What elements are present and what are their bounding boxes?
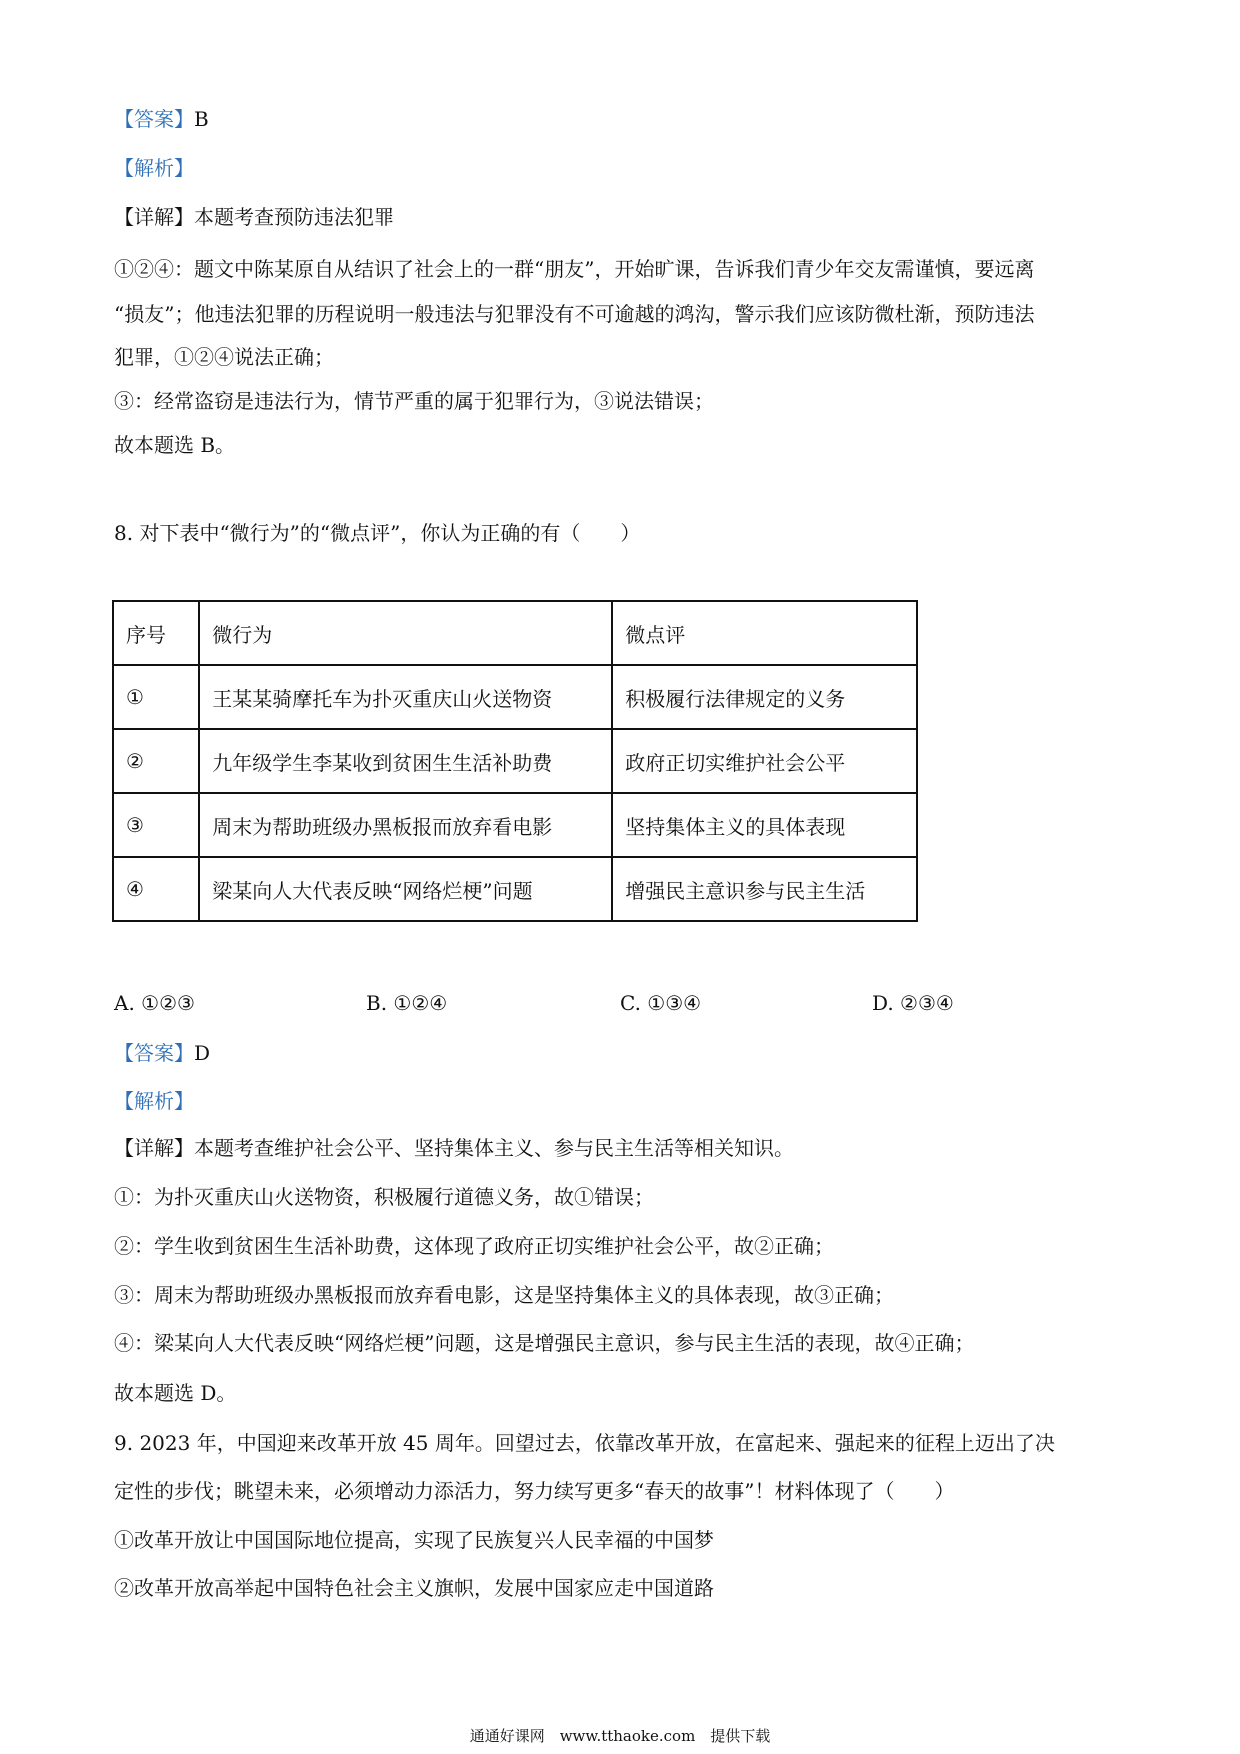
q8-answer-line <box>114 1040 210 1066</box>
table-cell: ④ <box>113 857 199 921</box>
q8-explanation-line: ②：学生收到贫困生生活补助费，这体现了政府正切实维护社会公平，故②正确； <box>114 1234 834 1258</box>
detail-intro: 本题考查预防违法犯罪 <box>194 205 394 229</box>
answer-tag: 【答案】 <box>114 1041 194 1065</box>
detail-tag: 【详解】 <box>114 1136 194 1160</box>
table-cell: 梁某向人大代表反映“网络烂梗”问题 <box>199 857 612 921</box>
option-b: B. ①②④ <box>366 991 448 1015</box>
q7-explanation-line: “损友”；他违法犯罪的历程说明一般违法与犯罪没有不可逾越的鸿沟，警示我们应该防微杜渐，预防违法 <box>114 302 1035 326</box>
q8-explanation-line: ①：为扑灭重庆山火送物资，积极履行道德义务，故①错误； <box>114 1185 654 1209</box>
q8-conclusion-line: 故本题选 D。 <box>114 1381 237 1405</box>
q7-detail-line <box>114 204 394 230</box>
option-c: C. ①③④ <box>620 991 702 1015</box>
option-a: A. ①②③ <box>114 991 195 1015</box>
answer-value: D <box>194 1041 211 1065</box>
q8-explanation-line: ④：梁某向人大代表反映“网络烂梗”问题，这是增强民主意识，参与民主生活的表现，故④正确； <box>114 1331 975 1355</box>
answer-tag: 【答案】 <box>114 107 194 131</box>
q9-stem-line: 定性的步伐；眺望未来，必须增动力添活力，努力续写更多“春天的故事”！材料体现了（ ） <box>114 1479 955 1503</box>
table-cell: 周末为帮助班级办黑板报而放弃看电影 <box>199 793 612 857</box>
q7-explanation-line: 犯罪，①②④说法正确； <box>114 345 334 369</box>
q9-statement: ①改革开放让中国国际地位提高，实现了民族复兴人民幸福的中国梦 <box>114 1528 714 1552</box>
table-cell: 王某某骑摩托车为扑灭重庆山火送物资 <box>199 665 612 729</box>
table-row <box>113 729 917 793</box>
table-header-row <box>113 601 917 665</box>
q8-explanation-line: ③：周末为帮助班级办黑板报而放弃看电影，这是坚持集体主义的具体表现，故③正确； <box>114 1283 894 1307</box>
table-row <box>113 665 917 729</box>
table-cell: 积极履行法律规定的义务 <box>612 665 917 729</box>
table-cell: 增强民主意识参与民主生活 <box>612 857 917 921</box>
detail-intro: 本题考查维护社会公平、坚持集体主义、参与民主生活等相关知识。 <box>194 1136 794 1160</box>
q7-answer-line <box>114 106 209 132</box>
table-cell: ③ <box>113 793 199 857</box>
table-cell: ② <box>113 729 199 793</box>
q8-stem: 8. 对下表中“微行为”的“微点评”，你认为正确的有（ ） <box>114 521 641 545</box>
detail-tag: 【详解】 <box>114 205 194 229</box>
q7-explanation-line: ③：经常盗窃是违法行为，情节严重的属于犯罪行为，③说法错误； <box>114 389 714 413</box>
q8-detail-line <box>114 1135 794 1161</box>
option-d: D. ②③④ <box>872 991 954 1015</box>
table-header-cell: 微点评 <box>612 601 917 665</box>
table-header-cell: 序号 <box>113 601 199 665</box>
page-footer: 通通好课网 www.tthaoke.com 提供下载 <box>469 1727 771 1745</box>
q8-table <box>112 600 918 922</box>
answer-value: B <box>194 107 209 131</box>
q7-explanation-line: ①②④：题文中陈某原自从结识了社会上的一群“朋友”，开始旷课，告诉我们青少年交友需谨慎，要远离 <box>114 257 1035 281</box>
table-row <box>113 857 917 921</box>
table-cell: 坚持集体主义的具体表现 <box>612 793 917 857</box>
table-cell: 九年级学生李某收到贫困生生活补助费 <box>199 729 612 793</box>
analysis-tag: 【解析】 <box>114 156 194 180</box>
q7-analysis-line <box>114 155 194 181</box>
q8-analysis-line <box>114 1088 194 1114</box>
q7-conclusion-line: 故本题选 B。 <box>114 433 236 457</box>
analysis-tag: 【解析】 <box>114 1089 194 1113</box>
q9-statement: ②改革开放高举起中国特色社会主义旗帜，发展中国家应走中国道路 <box>114 1576 714 1600</box>
table-row <box>113 793 917 857</box>
table-cell: ① <box>113 665 199 729</box>
table-cell: 政府正切实维护社会公平 <box>612 729 917 793</box>
q9-stem-line: 9. 2023 年，中国迎来改革开放 45 周年。回望过去，依靠改革开放，在富起来、强起来的征程上迈出了决 <box>114 1431 1055 1455</box>
table-header-cell: 微行为 <box>199 601 612 665</box>
